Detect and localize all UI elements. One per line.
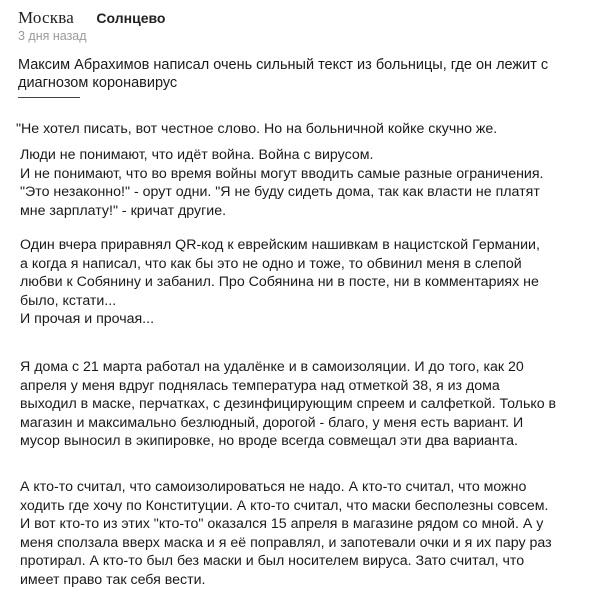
post-header: [18, 8, 590, 44]
divider: [18, 97, 80, 98]
post-paragraph: А кто-то считал, что самоизолироваться не надо. А кто-то считал, что можно ходить где хочу по Конституции. А кто-то считал, что маски бесполезны совсем. И вот кто-то из этих "кто-то" оказался 15 апреля в магазине рядом со мной. А у меня сползала вверх маска и я её поправлял, и запотевали очки и я их пару раз протирал. А кто-то был без маски и был носителем вируса. Зато считал, что имеет право так себя вести.: [20, 479, 552, 588]
post-paragraph: "Не хотел писать, вот честное слово. Но на больничной койке скучно же.: [16, 121, 498, 137]
post-paragraph: Люди не понимают, что идёт война. Война с вирусом. И не понимают, что во время войны могут вводить самые разные ограничения. "Это незаконно!" - орут одни. "Я не буду сидеть дома, так как власти не платят мне зарплату!" - кричат другие.: [20, 147, 544, 219]
post-time: 3 дня назад: [18, 29, 87, 43]
district-label[interactable]: Солнцево: [96, 10, 166, 26]
post-intro: Максим Абрахимов написал очень сильный текст из больницы, где он лежит с диагнозом коронавирус: [18, 57, 549, 91]
city-label[interactable]: Москва: [18, 8, 74, 27]
post-paragraph: Я дома с 21 марта работал на удалёнке и в самоизоляции. И до того, как 20 апреля у меня вдруг поднялась температура над отметкой 38, я из дома выходил в маске, перчатках, с дезинфицирующим спреем и салфеткой. Только в магазин и максимально безлюдный, дорогой - благо, у меня есть вариант. И мусор выносил в экипировке, но вроде всегда совмещал эти два варианта.: [20, 359, 557, 450]
post-paragraph: Один вчера приравнял QR-код к еврейским нашивкам в нацистской Германии, а когда я написал, что как бы это не одно и тоже, то обвинил меня в слепой любви к Собянину и забанил. Про Собянина ни в посте, ни в комментариях не было, кстати... И прочая и прочая...: [20, 237, 540, 328]
